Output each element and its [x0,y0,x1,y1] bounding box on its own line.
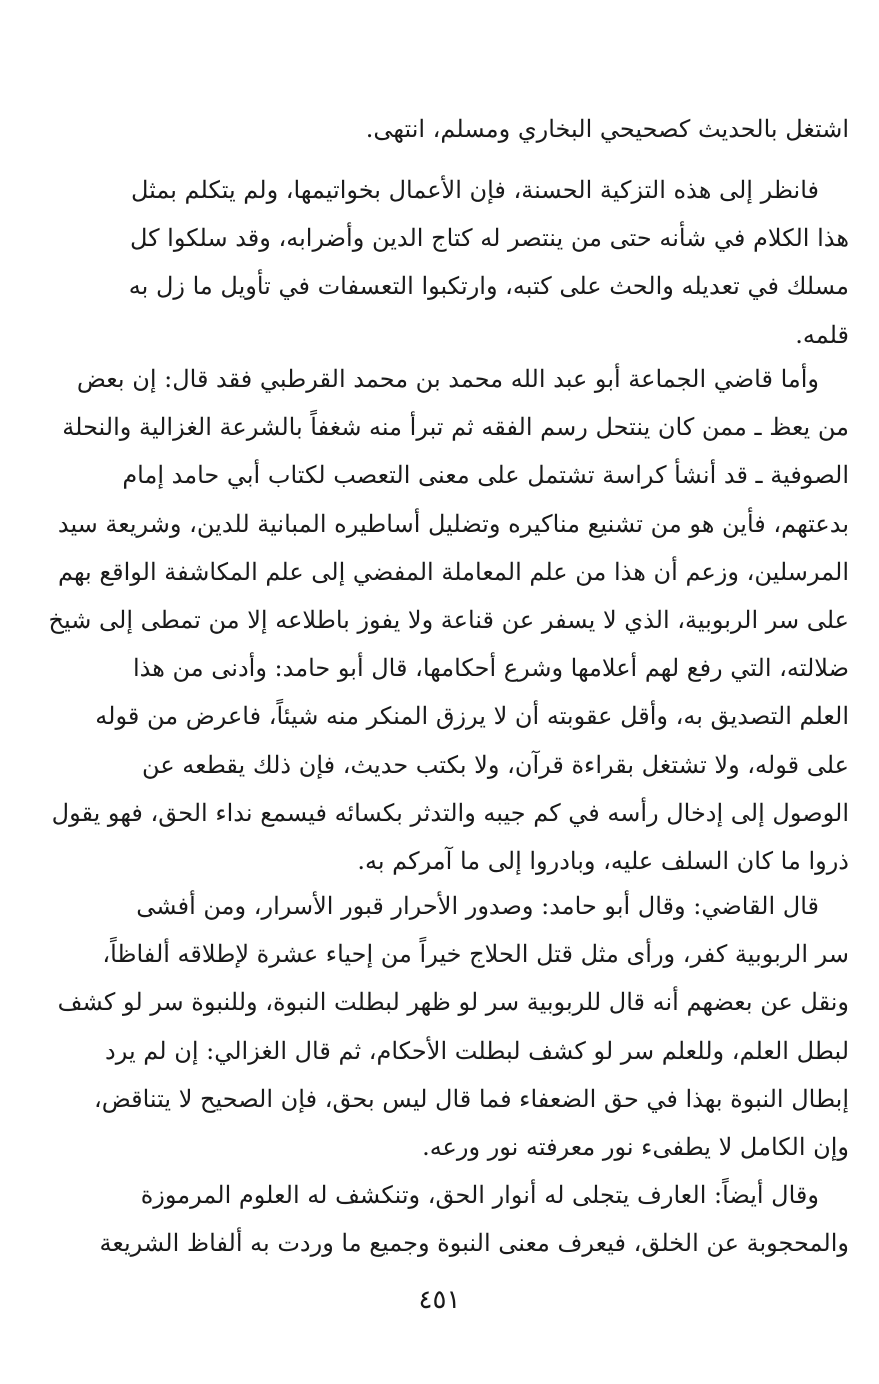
text-line: قال القاضي: وقال أبو حامد: وصدور الأحرار قبور الأسرار، ومن أفشى [136,892,819,920]
paragraph-2 [31,166,849,359]
paragraph-3 [31,355,849,885]
text-line: هذا الكلام في شأنه حتى من ينتصر له كتاج الدين وأضرابه، وقد سلكوا كل [129,224,849,253]
text-line: والمحجوبة عن الخلق، فيعرف معنى النبوة وجميع ما وردت به ألفاظ الشريعة [99,1229,849,1258]
text-line: ذروا ما كان السلف عليه، وبادروا إلى ما آمركم به. [357,847,849,876]
text-line: على قوله، ولا تشتغل بقراءة قرآن، ولا بكتب حديث، فإن ذلك يقطعه عن [142,750,849,779]
text-line: سر الربوبية كفر، ورأى مثل قتل الحلاج خيراً من إحياء عشرة لإطلاقه ألفاظاً، [102,940,849,969]
paragraph-5 [31,1171,849,1267]
text-line: لبطل العلم، وللعلم سر لو كشف لبطلت الأحكام، ثم قال الغزالي: إن لم يرد [105,1036,849,1065]
paragraph-1 [31,105,849,153]
paragraph-4 [31,882,849,1171]
text-line: الوصول إلى إدخال رأسه في كم جيبه والتدثر بكسائه فيسمع نداء الحق، فهو يقول [51,798,849,827]
text-line: العلم التصديق به، وأقل عقوبته أن لا يرزق المنكر منه شيئاً، فاعرض من قوله [95,702,849,731]
text-line: بدعتهم، فأين هو من تشنيع مناكيره وتضليل أساطيره المبانية للدين، وشريعة سيد [57,509,849,538]
text-line: وقال أيضاً: العارف يتجلى له أنوار الحق، وتنكشف له العلوم المرموزة [140,1181,819,1209]
text-line: وإن الكامل لا يطفىء نور معرفته نور ورعه. [422,1133,849,1162]
text-line: قلمه. [795,320,849,349]
text-line: من يعظ ـ ممن كان ينتحل رسم الفقه ثم تبرأ منه شغفاً بالشرعة الغزالية والنحلة [62,413,849,442]
text-line: فانظر إلى هذه التزكية الحسنة، فإن الأعمال بخواتيمها، ولم يتكلم بمثل [130,176,819,204]
text-line: إبطال النبوة بهذا في حق الضعفاء فما قال ليس بحق، فإن الصحيح لا يتناقض، [93,1084,849,1113]
text-line: ضلالته، التي رفع لهم أعلامها وشرع أحكامها، قال أبو حامد: وأدنى من هذا [132,654,849,683]
text-line: مسلك في تعديله والحث على كتبه، وارتكبوا التعسفات في تأويل ما زل به [128,272,849,301]
text-line: وأما قاضي الجماعة أبو عبد الله محمد بن محمد القرطبي فقد قال: إن بعض [76,365,819,393]
text-line: اشتغل بالحديث كصحيحي البخاري ومسلم، انتهى. [365,115,849,143]
text-line: الصوفية ـ قد أنشأ كراسة تشتمل على معنى التعصب لكتاب أبي حامد إمام [122,461,849,490]
text-line: المرسلين، وزعم أن هذا من علم المعاملة المفضي إلى علم المكاشفة الواقع بهم [57,557,849,586]
page-number: ٤٥١ [418,1285,461,1315]
text-line: على سر الربوبية، الذي لا يسفر عن قناعة ولا يفوز باطلاعه إلا من تمطى إلى شيخ [48,606,849,635]
text-line: ونقل عن بعضهم أنه قال للربوبية سر لو ظهر لبطلت النبوة، وللنبوة سر لو كشف [57,988,849,1017]
